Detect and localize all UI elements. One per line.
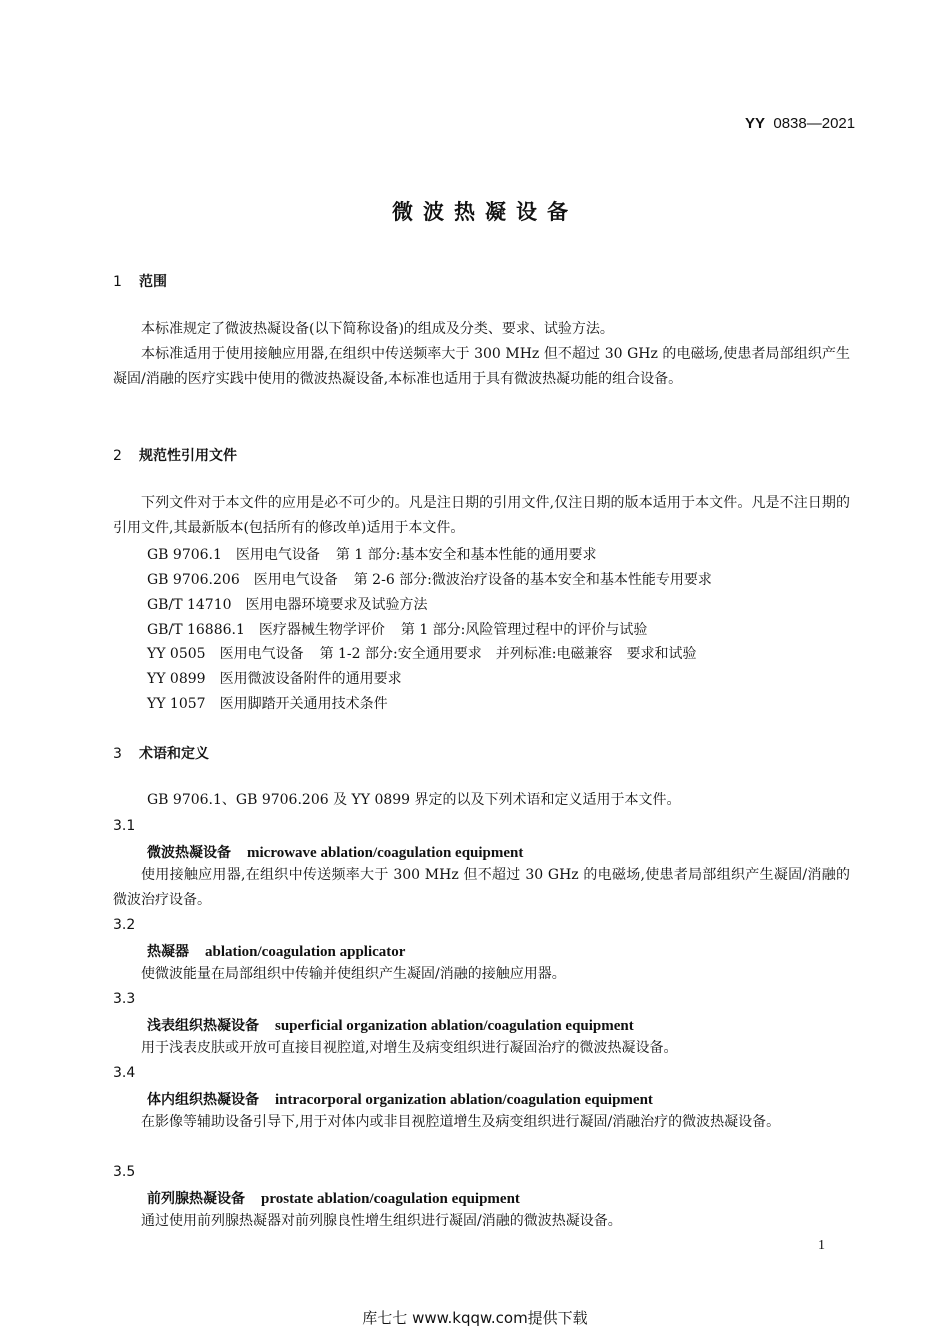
term-definition: 在影像等辅助设备引导下,用于对体内或非目视腔道增生及病变组织进行凝固/消融治疗的微波热凝设备。 — [141, 1114, 781, 1130]
term-definition: 用于浅表皮肤或开放可直接目视腔道,对增生及病变组织进行凝固治疗的微波热凝设备。 — [141, 1040, 678, 1056]
reference-item: GB 9706.206 医用电气设备 第 2-6 部分:微波治疗设备的基本安全和基本性能专用要求 — [147, 572, 712, 588]
standard-code: YY 0838—2021 — [745, 115, 856, 132]
term-heading: 浅表组织热凝设备 superficial organization ablation/coagulation equipment — [147, 1018, 634, 1034]
term-definition: 使用接触应用器,在组织中传送频率大于 300 MHz 但不超过 30 GHz 的电磁场,使患者局部组织产生凝固/消融的微波治疗设备。 — [113, 867, 850, 908]
term-definition: 通过使用前列腺热凝器对前列腺良性增生组织进行凝固/消融的微波热凝设备。 — [141, 1213, 622, 1229]
term-number: 3.3 — [113, 991, 136, 1007]
term-number: 3.2 — [113, 917, 136, 933]
section-3-heading: 3 术语和定义 — [113, 746, 209, 762]
term-definition: 使微波能量在局部组织中传输并使组织产生凝固/消融的接触应用器。 — [141, 966, 566, 982]
reference-item: YY 0899 医用微波设备附件的通用要求 — [147, 671, 402, 687]
term-number: 3.1 — [113, 818, 136, 834]
term-number: 3.4 — [113, 1065, 136, 1081]
page-title: 微波热凝设备 — [392, 200, 578, 224]
scope-paragraph-2: 本标准适用于使用接触应用器,在组织中传送频率大于 300 MHz 但不超过 30 GHz 的电磁场,使患者局部组织产生凝固/消融的医疗实践中使用的微波热凝设备,本标准也适用于具有微波热凝功能的组合设备。 — [113, 346, 850, 387]
normative-intro: 下列文件对于本文件的应用是必不可少的。凡是注日期的引用文件,仅注日期的版本适用于本文件。凡是不注日期的引用文件,其最新版本(包括所有的修改单)适用于本文件。 — [113, 495, 850, 536]
terms-intro: GB 9706.1、GB 9706.206 及 YY 0899 界定的以及下列术语和定义适用于本文件。 — [147, 792, 681, 808]
term-heading: 体内组织热凝设备 intracorporal organization ablation/coagulation equipment — [147, 1092, 653, 1108]
page-number: 1 — [818, 1238, 825, 1253]
term-heading: 微波热凝设备 microwave ablation/coagulation equipment — [147, 845, 524, 861]
term-heading: 热凝器 ablation/coagulation applicator — [147, 944, 406, 960]
scope-paragraph-1: 本标准规定了微波热凝设备(以下简称设备)的组成及分类、要求、试验方法。 — [141, 321, 614, 337]
reference-item: GB 9706.1 医用电气设备 第 1 部分:基本安全和基本性能的通用要求 — [147, 547, 597, 563]
term-number: 3.5 — [113, 1164, 136, 1180]
download-footer: 库七七 www.kqqw.com提供下载 — [362, 1309, 588, 1327]
reference-item: GB/T 14710 医用电器环境要求及试验方法 — [147, 597, 428, 613]
term-heading: 前列腺热凝设备 prostate ablation/coagulation equipment — [147, 1191, 520, 1207]
section-1-heading: 1 范围 — [113, 274, 167, 290]
reference-item: GB/T 16886.1 医疗器械生物学评价 第 1 部分:风险管理过程中的评价与试验 — [147, 622, 648, 638]
reference-item: YY 0505 医用电气设备 第 1-2 部分:安全通用要求 并列标准:电磁兼容 要求和试验 — [147, 646, 697, 662]
reference-item: YY 1057 医用脚踏开关通用技术条件 — [147, 696, 388, 712]
section-2-heading: 2 规范性引用文件 — [113, 448, 237, 464]
